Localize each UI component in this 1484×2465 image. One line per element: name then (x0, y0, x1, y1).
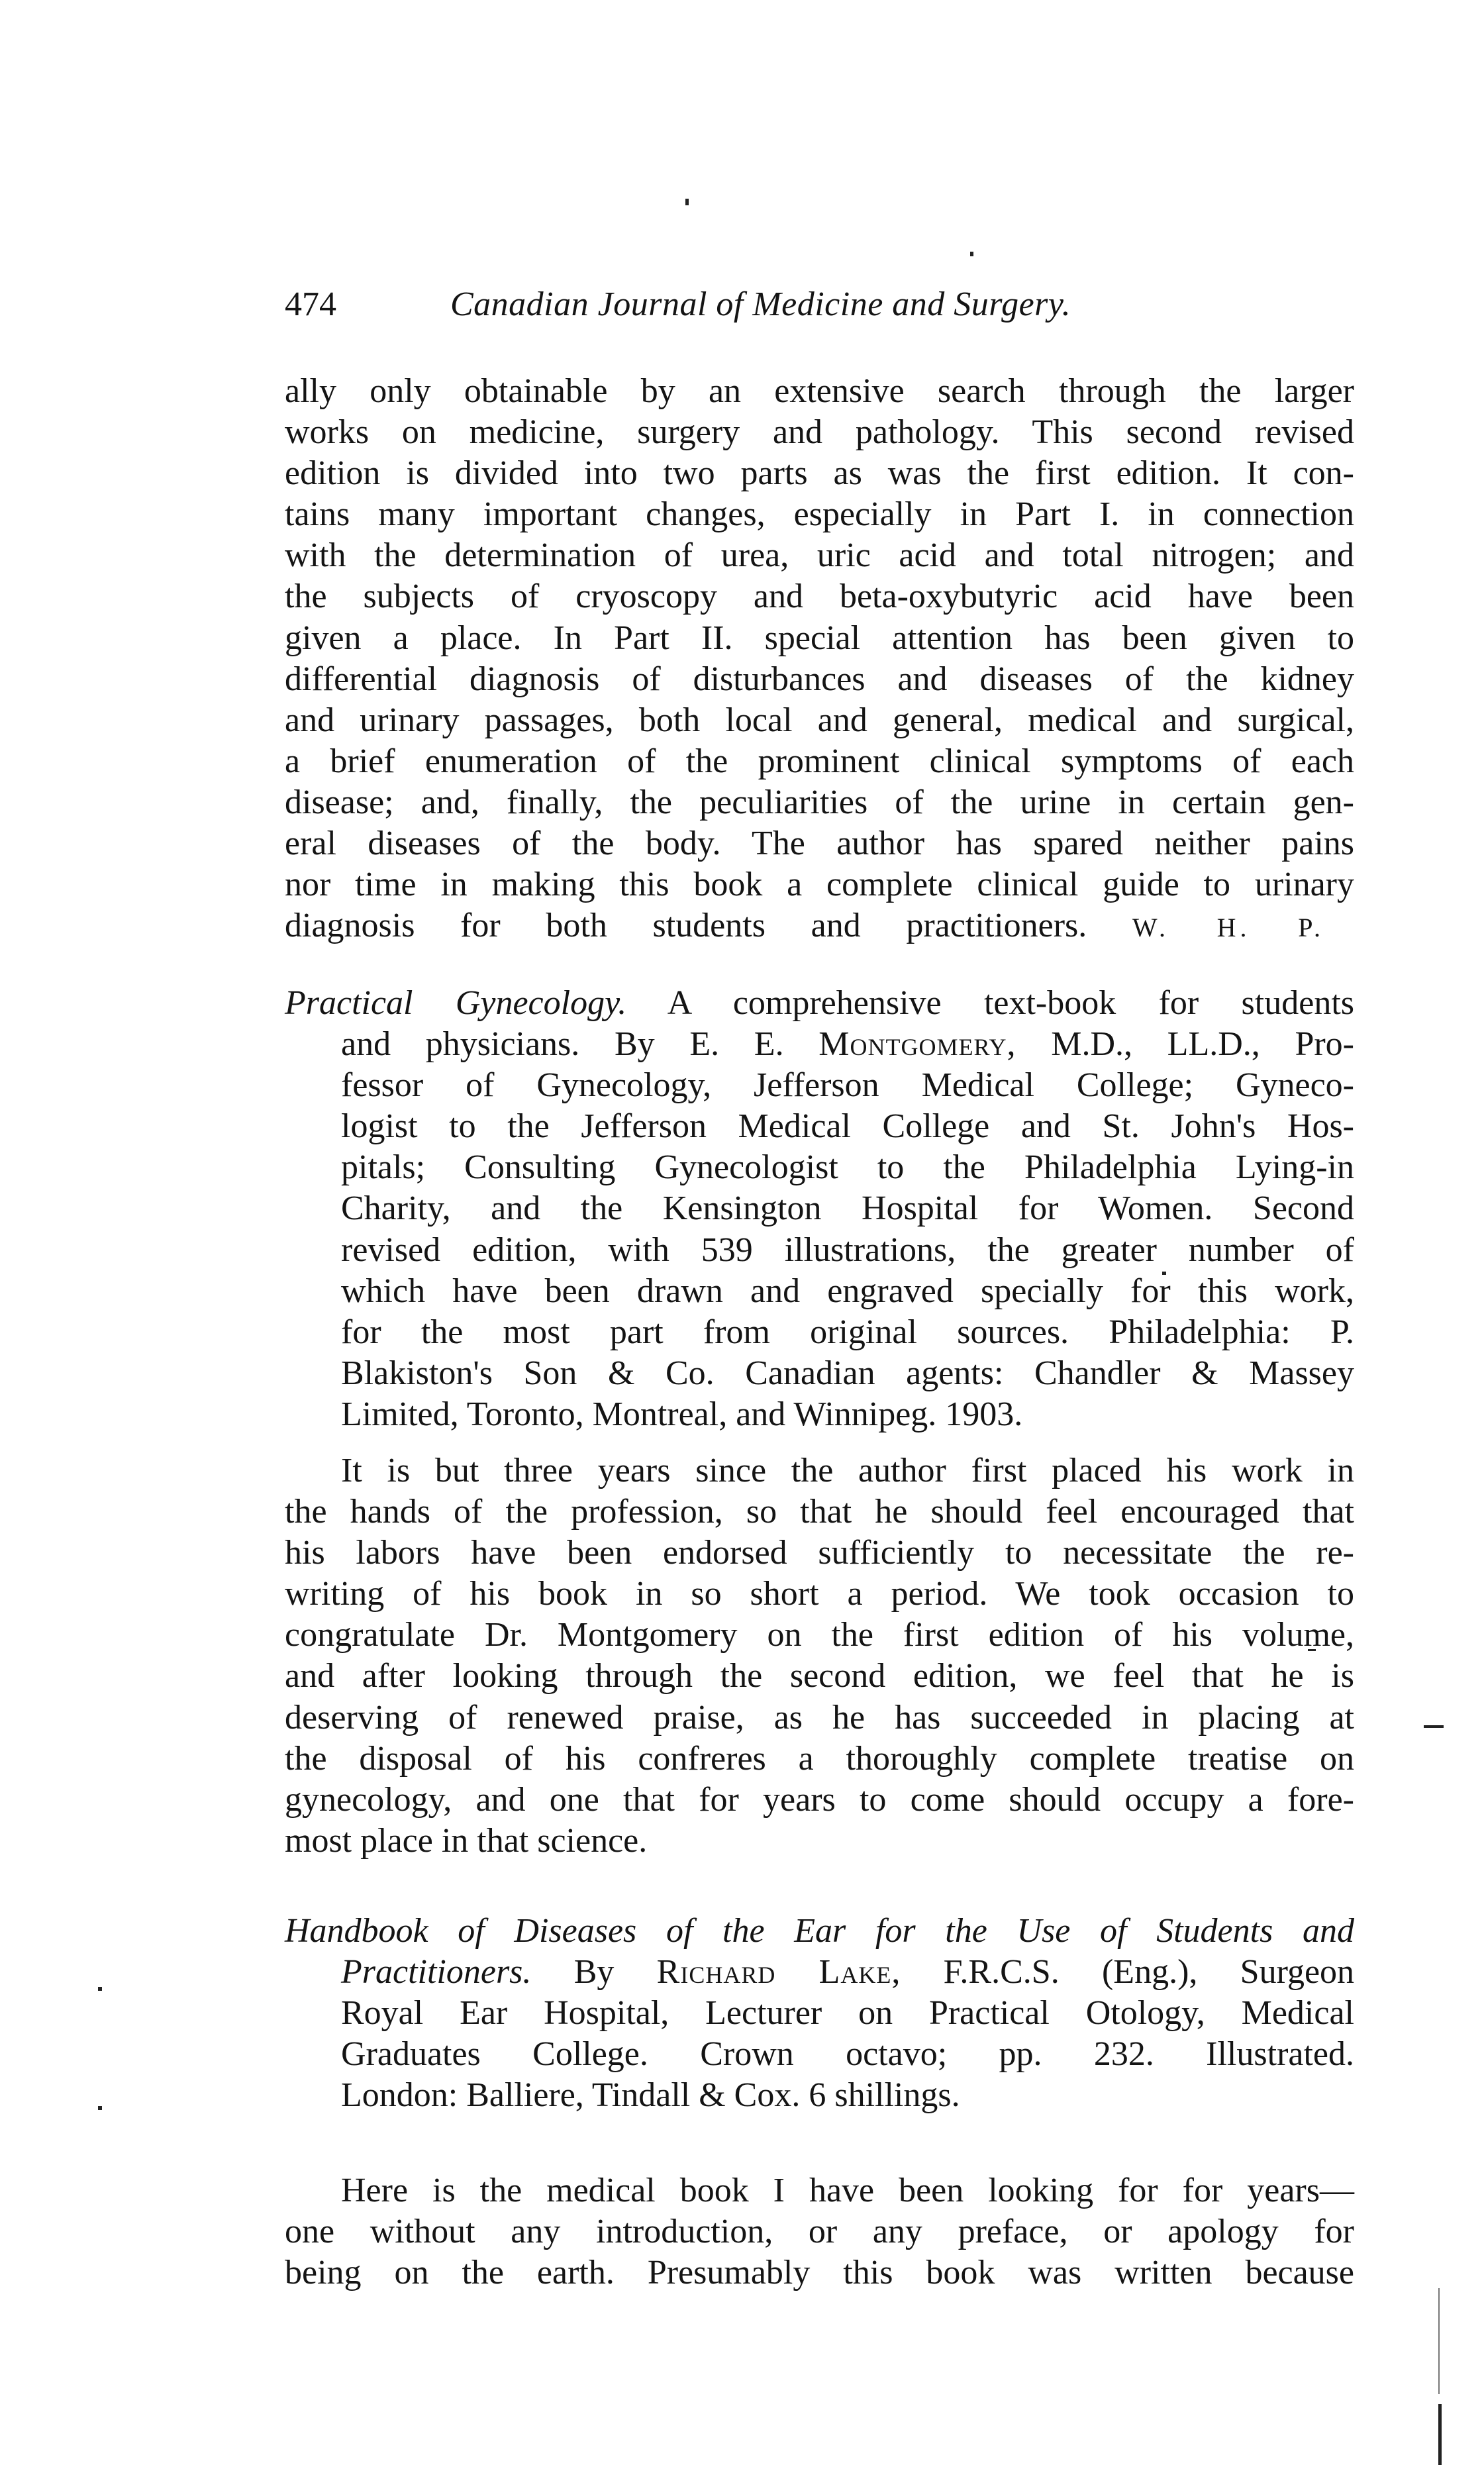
entry-text: A comprehensive text-book for students (667, 984, 1355, 1022)
text-line: given a place. In Part II. special attention has been given to (285, 619, 1354, 657)
text-line: with the determination of urea, uric acid and total nitrogen; and (285, 536, 1354, 575)
entry-text: By (573, 1953, 615, 1991)
print-speck (685, 199, 689, 205)
text-line: logist to the Jefferson Medical College and St. John's Hos- (341, 1107, 1354, 1146)
review-diseases-of-the-ear (285, 2170, 1354, 2293)
text-line: deserving of renewed praise, as he has succeeded in placing at (285, 1698, 1354, 1736)
text-line: which have been drawn and engraved specially for this work, (341, 1272, 1354, 1310)
text-line: a brief enumeration of the prominent clinical symptoms of each (285, 742, 1354, 780)
text-line-end: diagnosis for both students and practitioners. (285, 907, 1087, 945)
entry-text: and physicians. By E. E. (341, 1025, 784, 1064)
text-line: ally only obtainable by an extensive search through the larger (285, 372, 1354, 410)
book-title: Practitioners. (341, 1953, 532, 1991)
review-practical-gynecology (285, 1450, 1354, 1862)
text-line: edition is divided into two parts as was the first edition. It con- (285, 454, 1354, 493)
text-line: most place in that science. (285, 1821, 648, 1860)
book-entry-practical-gynecology (285, 983, 1354, 1435)
print-speck (98, 1987, 102, 1991)
text-line: Limited, Toronto, Montreal, and Winnipeg. 1903. (341, 1395, 1023, 1433)
entry-text: F.R.C.S. (Eng.), Surgeon (943, 1953, 1355, 1991)
print-speck (970, 252, 973, 256)
running-title: Canadian Journal of Medicine and Surgery. (450, 285, 1071, 323)
text-line: It is but three years since the author first placed his work in (341, 1452, 1354, 1489)
margin-mark (1424, 1725, 1444, 1728)
entry-author-line (285, 1024, 1354, 1065)
text-line: works on medicine, surgery and pathology. This second revised (285, 413, 1354, 452)
reviewer-initials: W. H. P. (1132, 913, 1325, 943)
book-entry-diseases-of-the-ear (285, 1911, 1354, 2116)
text-line: fessor of Gynecology, Jefferson Medical College; Gyneco- (341, 1066, 1354, 1105)
text-line: eral diseases of the body. The author has spared neither pains (285, 825, 1354, 863)
book-author: Montgomery, (818, 1025, 1016, 1064)
text-line: the hands of the profession, so that he should feel encouraged that (285, 1493, 1354, 1531)
running-header (285, 281, 1278, 328)
book-title: Handbook of Diseases of the Ear for the Use of Students and (285, 1912, 1354, 1950)
margin-rule (1438, 2288, 1440, 2394)
text-line: writing of his book in so short a period. We took occasion to (285, 1575, 1354, 1613)
text-line: his labors have been endorsed sufficiently to necessitate the re- (285, 1534, 1354, 1572)
text-line: Royal Ear Hospital, Lecturer on Practical Otology, Medical (341, 1994, 1354, 2033)
text-line: gynecology, and one that for years to come should occupy a fore- (285, 1780, 1354, 1819)
text-line: congratulate Dr. Montgomery on the first edition of his volume, (285, 1616, 1354, 1654)
text-line: the subjects of cryoscopy and beta-oxybutyric acid have been (285, 578, 1354, 616)
entry-text: M.D., LL.D., Pro- (1051, 1025, 1354, 1064)
book-author: Richard Lake, (656, 1953, 901, 1991)
text-line: disease; and, finally, the peculiarities of the urine in certain gen- (285, 783, 1354, 821)
text-line: nor time in making this book a complete clinical guide to urinary (285, 866, 1354, 904)
print-speck (98, 2106, 102, 2110)
text-line: and after looking through the second edition, we feel that he is (285, 1657, 1354, 1695)
text-line: London: Balliere, Tindall & Cox. 6 shillings. (341, 2076, 960, 2115)
entry-author-line (285, 1952, 1354, 1993)
text-line: Here is the medical book I have been looking for for years— (341, 2172, 1354, 2209)
text-line: differential diagnosis of disturbances and diseases of the kidney (285, 660, 1354, 698)
text-line-with-signature (285, 905, 1354, 948)
text-line: revised edition, with 539 illustrations, the greater number of (341, 1231, 1354, 1269)
text-line: being on the earth. Presumably this book was written because (285, 2254, 1354, 2292)
text-line: the disposal of his confreres a thoroughly complete treatise on (285, 1739, 1354, 1778)
text-line: Graduates College. Crown octavo; pp. 232. Illustrated. (341, 2035, 1354, 2074)
text-line: one without any introduction, or any preface, or apology for (285, 2213, 1354, 2251)
text-line: Blakiston's Son & Co. Canadian agents: Chandler & Massey (341, 1354, 1354, 1392)
entry-first-line (285, 983, 1354, 1024)
text-line: tains many important changes, especially in Part I. in connection (285, 495, 1354, 534)
text-line: Charity, and the Kensington Hospital for Women. Second (341, 1189, 1354, 1228)
text-line: for the most part from original sources. Philadelphia: P. (341, 1313, 1354, 1351)
text-line: and urinary passages, both local and general, medical and surgical, (285, 701, 1354, 739)
book-title: Practical Gynecology. (285, 984, 627, 1022)
margin-rule (1438, 2404, 1442, 2465)
review-urinary-diagnosis (285, 371, 1354, 948)
page-number: 474 (285, 285, 336, 323)
text-line: pitals; Consulting Gynecologist to the Philadelphia Lying-in (341, 1148, 1354, 1187)
